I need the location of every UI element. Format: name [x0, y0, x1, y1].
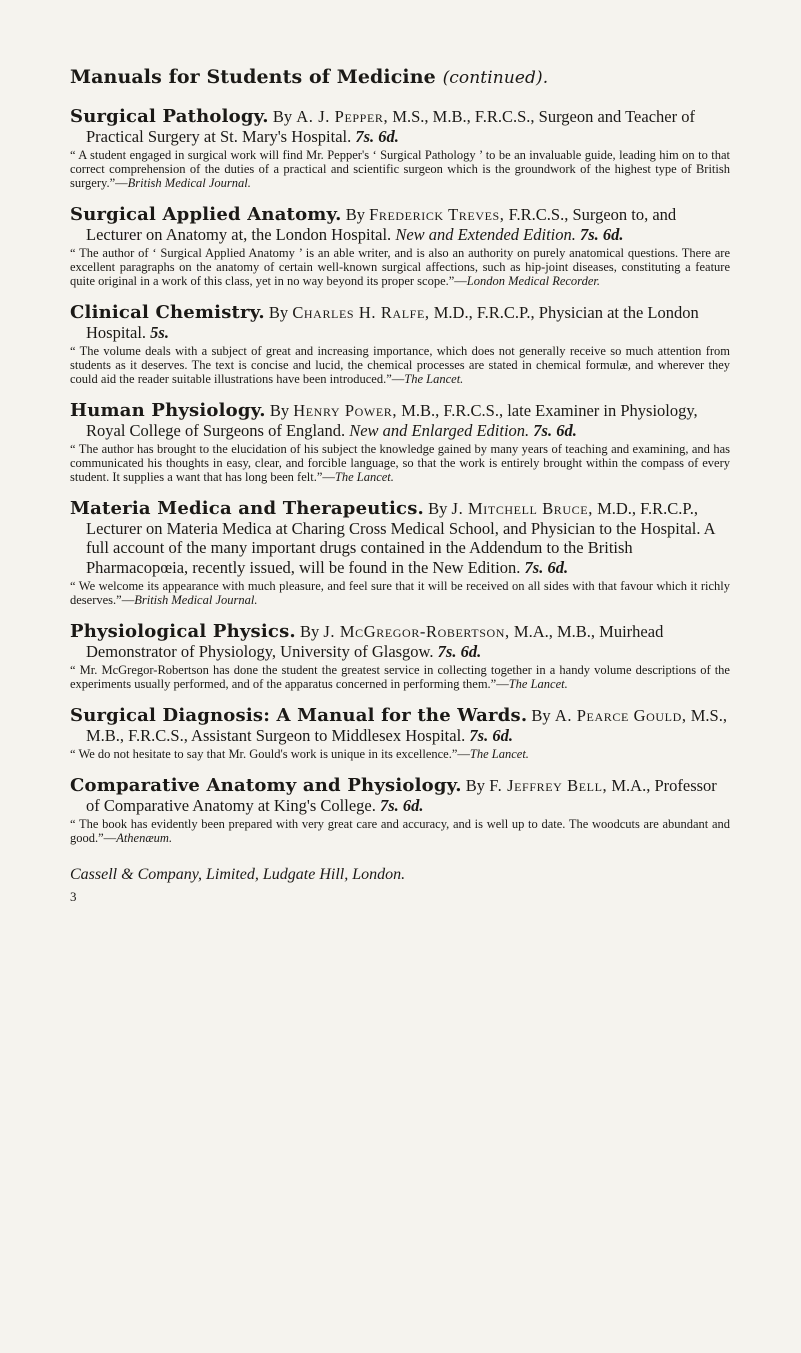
book-review [70, 663, 730, 691]
book-price: 7s. 6d. [533, 420, 577, 440]
book-details: M.A., Professor of Comparative Anatomy at King's College. [86, 776, 717, 815]
book-entry [70, 706, 730, 761]
book-heading [70, 776, 730, 815]
book-entry [70, 401, 730, 484]
publisher-imprint: Cassell & Company, Limited, Ludgate Hill, London. [70, 866, 406, 883]
review-text: “ Mr. McGregor-Robertson has done the student the greatest service in collecting together in a handy volume descriptions of the experiments usually performed, and of the apparatus concerned in performing them.”— [70, 663, 730, 691]
review-source: The Lancet. [508, 677, 568, 691]
book-price: 7s. 6d. [524, 557, 569, 577]
review-text: “ The book has evidently been prepared with very great care and accuracy, and is well up to date. The woodcuts are abundant and good.”— [70, 817, 730, 845]
book-entry [70, 622, 730, 691]
book-author: Frederick Treves, [369, 205, 505, 224]
book-review [70, 579, 730, 607]
book-heading [70, 401, 730, 440]
book-author: J. Mitchell Bruce, [451, 499, 593, 518]
review-text: “ We do not hesitate to say that Mr. Gould's work is unique in its excellence.”— [70, 747, 470, 761]
book-details: M.S., M.B., F.R.C.S., Assistant Surgeon to Middlesex Hospital. [86, 706, 727, 745]
book-edition: New and Enlarged Edition. [349, 420, 530, 440]
book-review [70, 817, 730, 845]
book-details: M.S., M.B., F.R.C.S., Surgeon and Teacher of Practical Surgery at St. Mary's Hospital. [86, 107, 695, 146]
review-text: “ The volume deals with a subject of great and increasing importance, which does not generally receive so much attention from students as it deserves. The text is concise and lucid, the chemical processes are stated in chemical formulæ, and wherever they could aid the reader suitable illustrations have been introduced.”— [70, 344, 730, 386]
book-entry [70, 107, 730, 190]
review-text: “ A student engaged in surgical work will find Mr. Pepper's ‘ Surgical Pathology ’ to be an invaluable guide, leading him on to that correct comprehension of the duties of a practical and scientific surgeon which is the groundwork of the highest type of British surgery.”— [70, 148, 730, 190]
book-price: 7s. 6d. [580, 224, 624, 244]
book-title: Comparative Anatomy and Physiology. [70, 775, 462, 796]
book-details: M.A., M.B., Muirhead Demonstrator of Physiology, University of Glasgow. [86, 622, 664, 661]
book-entry [70, 205, 730, 288]
book-review [70, 246, 730, 288]
book-heading [70, 303, 730, 342]
book-author: F. Jeffrey Bell, [489, 776, 608, 795]
catalogue-page [70, 64, 730, 905]
book-price: 5s. [150, 322, 169, 342]
review-text: “ The author of ‘ Surgical Applied Anatomy ’ is an able writer, and is also an authority on purely anatomical questions. There are excellent paragraphs on the anatomy of certain well-known surgical affections, such as hip-joint diseases, constituting a feature quite original in a work of this class, yet in no way beyond its proper scope.”— [70, 246, 730, 288]
book-details: F.R.C.S., Surgeon to, and Lecturer on Anatomy at, the London Hospital. [86, 205, 677, 244]
book-title: Surgical Diagnosis: A Manual for the Wards. [70, 705, 528, 726]
book-heading [70, 205, 730, 244]
book-review [70, 747, 730, 761]
book-heading [70, 499, 730, 577]
book-details: M.B., F.R.C.S., late Examiner in Physiology, Royal College of Surgeons of England. [86, 401, 698, 440]
book-title: Clinical Chemistry. [70, 302, 265, 323]
book-author: A. Pearce Gould, [554, 706, 687, 725]
book-review [70, 442, 730, 484]
book-entry [70, 776, 730, 845]
page-heading-title: Manuals for Students of Medicine [70, 66, 436, 88]
page-number: 3 [70, 889, 77, 904]
book-by: By [272, 107, 293, 126]
book-price: 7s. 6d. [469, 725, 513, 745]
book-entry [70, 303, 730, 386]
book-title: Physiological Physics. [70, 621, 296, 642]
review-source: London Medical Recorder. [466, 274, 600, 288]
book-title: Surgical Pathology. [70, 106, 269, 127]
book-by: By [428, 499, 448, 518]
book-by: By [300, 622, 320, 641]
book-heading [70, 622, 730, 661]
page-heading [70, 64, 730, 91]
page-heading-continued: (continued). [442, 68, 549, 88]
review-source: The Lancet. [469, 747, 529, 761]
book-by: By [268, 303, 289, 322]
book-by: By [531, 706, 551, 725]
book-details: M.D., F.R.C.P., Physician at the London Hospital. [86, 303, 699, 342]
review-source: Athenæum. [116, 831, 173, 845]
review-text: “ We welcome its appearance with much pleasure, and feel sure that it will be received on all sides with that favour which it richly deserves.”— [70, 579, 730, 607]
book-price: 7s. 6d. [355, 126, 399, 146]
book-list [70, 107, 730, 845]
book-heading [70, 706, 730, 745]
book-entry [70, 499, 730, 607]
book-by: By [465, 776, 486, 795]
review-source: British Medical Journal. [127, 176, 251, 190]
book-price: 7s. 6d. [437, 641, 482, 661]
review-source: The Lancet. [404, 372, 464, 386]
book-title: Human Physiology. [70, 400, 266, 421]
review-source: The Lancet. [334, 470, 394, 484]
book-author: J. McGregor-Robertson, [323, 622, 510, 641]
book-author: Charles H. Ralfe, [292, 303, 430, 322]
review-text: “ The author has brought to the elucidation of his subject the knowledge gained by many years of teaching and examining, and has communicated his thoughts in easy, clear, and forcible language, so that the work is entirely brought within the compass of every student. It supplies a want that has long been felt.”— [70, 442, 730, 484]
book-edition: New and Extended Edition. [395, 224, 576, 244]
book-review [70, 344, 730, 386]
book-price: 7s. 6d. [379, 795, 424, 815]
book-author: Henry Power, [293, 401, 398, 420]
book-details: M.D., F.R.C.P., Lecturer on Materia Medica at Charing Cross Medical School, and Physician to the Hospital. A full account of the many important drugs contained in the Addendum to the British Pharmacopœia, recently issued, will be found in the New Edition. [86, 499, 715, 577]
book-title: Surgical Applied Anatomy. [70, 204, 342, 225]
book-title: Materia Medica and Therapeutics. [70, 498, 425, 519]
book-by: By [269, 401, 290, 420]
book-review [70, 148, 730, 190]
book-by: By [345, 205, 365, 224]
book-heading [70, 107, 730, 146]
book-author: A. J. Pepper, [296, 107, 389, 126]
review-source: British Medical Journal. [134, 593, 258, 607]
